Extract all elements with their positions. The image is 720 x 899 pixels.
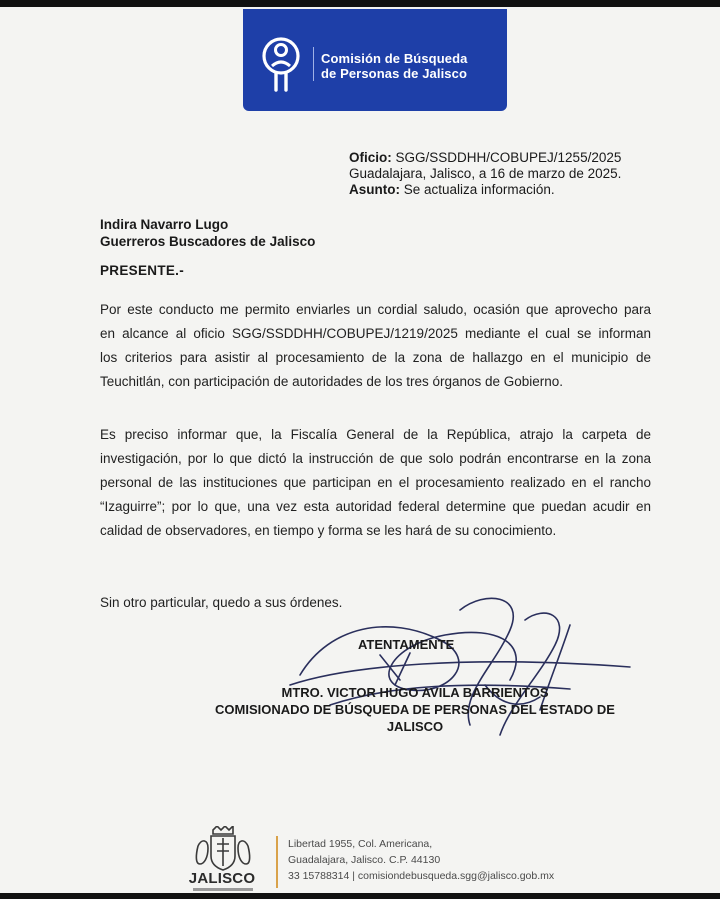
oficio-label: Oficio:	[349, 150, 392, 165]
paragraph-line: en alcance al oficio SGG/SSDDHH/COBUPEJ/1219/2025 mediante el cual se informan	[100, 326, 651, 341]
footer-tagline-bar	[193, 888, 253, 891]
recipient-block	[100, 216, 315, 250]
top-border	[0, 0, 720, 7]
signatory-block	[180, 684, 650, 735]
asunto-line	[349, 182, 689, 198]
footer-contact	[288, 836, 554, 884]
bottom-border	[0, 893, 720, 899]
body-paragraph-2	[100, 423, 651, 543]
signatory-title-2: JALISCO	[386, 719, 444, 734]
paragraph-line: calidad de observadores, en tiempo y forma se les hará de su conocimiento.	[100, 523, 557, 538]
reference-block	[349, 150, 689, 198]
contact-line: 33 15788314 | comisiondebusqueda.sgg@jalisco.gob.mx	[288, 870, 555, 882]
logo-wordmark	[321, 51, 505, 81]
signatory-title-1: COMISIONADO DE BÚSQUEDA DE PERSONAS DEL ESTADO DE	[215, 702, 615, 717]
body-paragraph-1	[100, 298, 651, 394]
jalisco-wordmark: JALISCO	[188, 870, 256, 887]
recipient-group: Guerreros Buscadores de Jalisco	[100, 234, 316, 249]
commission-logo-banner	[243, 9, 507, 111]
asunto-value: Se actualiza información.	[403, 182, 555, 197]
asunto-label: Asunto:	[349, 182, 400, 197]
paragraph-line: Teuchitlán, con participación de autoridades de los tres órganos de Gobierno.	[100, 374, 564, 389]
paragraph-line: investigación, por lo que dictó la instrucción de que solo podrán encontrarse en la zona	[100, 451, 651, 466]
salutation: PRESENTE.-	[100, 263, 185, 278]
closing-line: Sin otro particular, quedo a sus órdenes.	[100, 595, 343, 610]
paragraph-line: los criterios para asistir al procesamiento de la zona de hallazgo en el municipio de	[100, 350, 651, 365]
oficio-line	[349, 150, 689, 166]
logo-line-2: de Personas de Jalisco	[321, 66, 467, 81]
place-date: Guadalajara, Jalisco, a 16 de marzo de 2025.	[349, 166, 622, 181]
address-line-1: Libertad 1955, Col. Americana,	[288, 838, 433, 850]
person-search-icon	[258, 36, 304, 92]
paragraph-line: Por este conducto me permito enviarles un cordial saludo, ocasión que aprovecho para	[100, 302, 651, 317]
logo-divider	[313, 47, 314, 81]
footer-divider	[276, 836, 278, 888]
paragraph-line: personal de las instituciones que participan en el procesamiento realizado en el rancho	[100, 475, 651, 490]
paragraph-line: Es preciso informar que, la Fiscalía General de la República, atrajo la carpeta de	[100, 427, 651, 442]
oficio-value: SGG/SSDDHH/COBUPEJ/1255/2025	[395, 150, 622, 165]
paragraph-line: “Izaguirre”; por lo que, una vez esta autoridad federal determine que puedan acudir en	[100, 499, 651, 514]
logo-line-1: Comisión de Búsqueda	[321, 51, 468, 66]
farewell: ATENTAMENTE	[358, 637, 455, 652]
recipient-name: Indira Navarro Lugo	[100, 217, 229, 232]
signatory-name: MTRO. VICTOR HUGO AVILA BARRIENTOS	[281, 685, 549, 700]
address-line-2: Guadalajara, Jalisco. C.P. 44130	[288, 854, 441, 866]
